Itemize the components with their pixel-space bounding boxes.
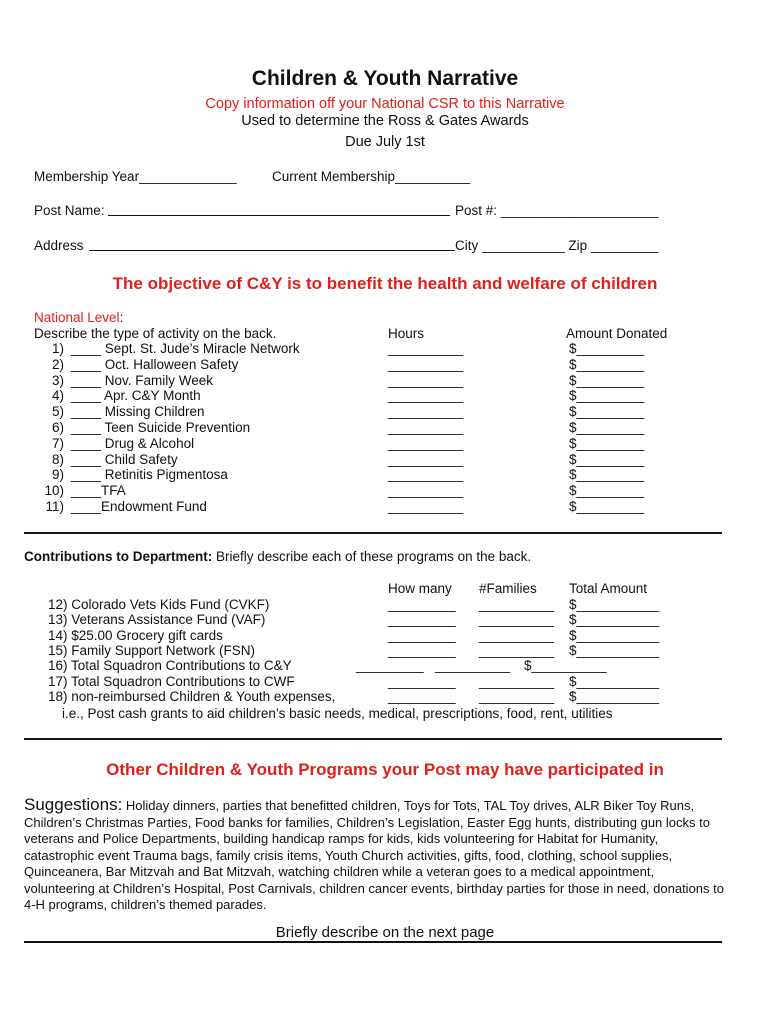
hours-field[interactable]: __________ bbox=[388, 372, 464, 388]
how-many-header: How many bbox=[388, 581, 452, 596]
item-number: 8) bbox=[51, 451, 64, 467]
item-label: ____ Sept. St. Jude’s Miracle Network bbox=[71, 341, 300, 356]
amount-field[interactable]: $_________ bbox=[569, 388, 645, 404]
hours-field[interactable]: __________ bbox=[388, 356, 464, 372]
department-label: Contributions to Department: bbox=[24, 549, 213, 564]
hours-header: Hours bbox=[388, 326, 425, 341]
amount-field[interactable]: $_________ bbox=[569, 404, 645, 420]
suggestions-paragraph bbox=[24, 797, 724, 914]
amount-field[interactable]: $_________ bbox=[569, 467, 645, 483]
item-number: 5) bbox=[51, 404, 64, 420]
section-divider bbox=[24, 738, 722, 740]
item-number: 4) bbox=[51, 388, 64, 404]
how-many-field[interactable]: _________ bbox=[388, 597, 456, 612]
post-number-field[interactable]: Post #: _____________________ bbox=[455, 203, 659, 218]
post-name-field[interactable] bbox=[108, 215, 450, 216]
amount-field[interactable]: $_________ bbox=[569, 420, 645, 435]
post-name-label: Post Name: bbox=[34, 203, 105, 218]
item-number: 9) bbox=[51, 467, 64, 483]
hours-field[interactable]: __________ bbox=[388, 451, 464, 467]
amount-field[interactable]: $_________ bbox=[569, 451, 645, 467]
item-number: 11) bbox=[45, 499, 64, 514]
expenses-note: i.e., Post cash grants to aid children’s basic needs, medical, prescriptions, food, rent, utilities bbox=[62, 706, 613, 721]
amount-field[interactable]: $_________ bbox=[569, 356, 645, 372]
amount-field[interactable]: $_________ bbox=[569, 435, 645, 451]
department-item-row[interactable] bbox=[0, 643, 770, 659]
item-number: 6) bbox=[51, 420, 64, 435]
department-heading bbox=[24, 549, 531, 564]
item-label: ____ Child Safety bbox=[71, 451, 178, 467]
how-many-field[interactable]: _________ bbox=[388, 673, 456, 689]
national-item-row[interactable] bbox=[0, 499, 770, 515]
amount-field[interactable]: $_________ bbox=[569, 483, 645, 499]
subtitle-awards: Used to determine the Ross & Gates Awards bbox=[241, 113, 529, 129]
national-item-row[interactable] bbox=[0, 388, 770, 404]
national-item-row[interactable] bbox=[0, 467, 770, 483]
address-field[interactable] bbox=[89, 250, 455, 251]
families-field[interactable]: __________ bbox=[479, 673, 555, 689]
department-desc: Briefly describe each of these programs on the back. bbox=[212, 549, 532, 564]
amount-field[interactable]: $_________ bbox=[569, 341, 645, 356]
item-number: 10) bbox=[44, 483, 64, 499]
due-date: Due July 1st bbox=[345, 134, 425, 150]
item-label: ____TFA bbox=[71, 483, 126, 499]
national-item-row[interactable] bbox=[0, 341, 770, 357]
families-field[interactable]: __________ bbox=[479, 612, 555, 628]
program-label: 14) $25.00 Grocery gift cards bbox=[48, 627, 223, 643]
item-label: ____ Missing Children bbox=[71, 404, 205, 420]
total-amount-field[interactable]: $___________ bbox=[569, 627, 660, 643]
how-many-field[interactable]: _________ bbox=[388, 627, 456, 643]
families-field[interactable]: __________ bbox=[479, 597, 555, 612]
families-field[interactable]: __________ bbox=[435, 658, 511, 674]
item-number: 2) bbox=[51, 356, 64, 372]
item-number: 1) bbox=[51, 341, 64, 356]
amount-field[interactable]: $_________ bbox=[569, 372, 645, 388]
item-number: 3) bbox=[51, 372, 64, 388]
national-level-colon: : bbox=[119, 310, 124, 325]
national-level-label bbox=[34, 310, 123, 325]
section-divider bbox=[24, 941, 722, 943]
hours-field[interactable]: __________ bbox=[388, 388, 464, 404]
program-label: 16) Total Squadron Contributions to C&Y bbox=[48, 658, 292, 674]
current-membership-field[interactable]: Current Membership__________ bbox=[272, 169, 471, 184]
department-item-row[interactable] bbox=[0, 689, 770, 705]
how-many-field[interactable]: _________ bbox=[388, 612, 456, 628]
program-label: 12) Colorado Vets Kids Fund (CVKF) bbox=[48, 597, 270, 612]
hours-field[interactable]: __________ bbox=[388, 435, 464, 451]
total-amount-field[interactable]: $___________ bbox=[569, 688, 660, 704]
total-amount-header: Total Amount bbox=[569, 581, 648, 596]
national-item-row[interactable] bbox=[0, 357, 770, 373]
department-item-row[interactable] bbox=[0, 658, 770, 674]
section-divider bbox=[24, 532, 722, 534]
total-amount-field[interactable]: $___________ bbox=[569, 673, 660, 689]
total-amount-field[interactable]: $__________ bbox=[524, 658, 607, 674]
national-item-row[interactable] bbox=[0, 420, 770, 436]
hours-field[interactable]: __________ bbox=[388, 483, 464, 499]
program-label: 18) non-reimbursed Children & Youth expenses, bbox=[48, 688, 336, 704]
membership-year-field[interactable]: Membership Year_____________ bbox=[34, 169, 237, 184]
national-level-text: National Level bbox=[34, 310, 120, 325]
national-item-row[interactable] bbox=[0, 483, 770, 499]
item-label: ____ Apr. C&Y Month bbox=[71, 388, 201, 404]
objective-heading: The objective of C&Y is to benefit the health and welfare of children bbox=[112, 274, 658, 293]
national-item-row[interactable] bbox=[0, 436, 770, 452]
national-describe: Describe the type of activity on the back. bbox=[34, 326, 277, 341]
department-item-row[interactable] bbox=[0, 612, 770, 628]
families-header: #Families bbox=[479, 581, 537, 596]
item-label: ____Endowment Fund bbox=[71, 499, 207, 514]
department-item-row[interactable] bbox=[0, 597, 770, 613]
department-item-row[interactable] bbox=[0, 628, 770, 644]
hours-field[interactable]: __________ bbox=[388, 420, 464, 435]
national-item-row[interactable] bbox=[0, 404, 770, 420]
item-label: ____ Teen Suicide Prevention bbox=[71, 420, 251, 435]
item-label: ____ Retinitis Pigmentosa bbox=[71, 467, 228, 483]
item-label: ____ Oct. Halloween Safety bbox=[71, 356, 239, 372]
page-title: Children & Youth Narrative bbox=[251, 67, 519, 90]
next-page-note: Briefly describe on the next page bbox=[275, 924, 495, 941]
total-amount-field[interactable]: $___________ bbox=[569, 597, 660, 612]
families-field[interactable]: __________ bbox=[479, 688, 555, 704]
item-number: 7) bbox=[51, 435, 64, 451]
how-many-field[interactable]: _________ bbox=[388, 642, 456, 658]
suggestions-label: Suggestions: bbox=[24, 795, 123, 814]
amount-field[interactable]: $_________ bbox=[569, 499, 645, 514]
how-many-field[interactable]: _________ bbox=[356, 658, 424, 674]
program-label: 13) Veterans Assistance Fund (VAF) bbox=[48, 612, 266, 628]
city-zip-field[interactable]: City ___________ Zip _________ bbox=[455, 238, 659, 253]
hours-field[interactable]: __________ bbox=[388, 467, 464, 483]
national-item-row[interactable] bbox=[0, 373, 770, 389]
address-label: Address bbox=[34, 238, 84, 253]
families-field[interactable]: __________ bbox=[479, 627, 555, 643]
amount-header: Amount Donated bbox=[566, 326, 668, 341]
subtitle-instruction: Copy information off your National CSR to this Narrative bbox=[205, 96, 565, 112]
hours-field[interactable]: __________ bbox=[388, 404, 464, 420]
hours-field[interactable]: __________ bbox=[388, 499, 464, 514]
other-programs-heading: Other Children & Youth Programs your Post may have participated in bbox=[106, 760, 664, 779]
hours-field[interactable]: __________ bbox=[388, 341, 464, 356]
families-field[interactable]: __________ bbox=[479, 642, 555, 658]
program-label: 17) Total Squadron Contributions to CWF bbox=[48, 673, 295, 689]
how-many-field[interactable]: _________ bbox=[388, 688, 456, 704]
item-label: ____ Nov. Family Week bbox=[71, 372, 214, 388]
total-amount-field[interactable]: $___________ bbox=[569, 642, 660, 658]
suggestions-text: Holiday dinners, parties that benefitted children, Toys for Tots, TAL Toy drives, ALR Biker Toy Runs, Children’s Christmas Parties, Food banks for families, Children’s Legislation, Easter Egg hunts, distributing gun locks to veterans and Police Departments, building handicap ramps for kids, kids volunteering for Habitat for Humanity, catastrophic event Trauma bags, family crisis items, Youth Church activities, gifts, food, clothing, school supplies, Quinceanera, Bar Mitzvah and Bat Mitzvah, watching children while a veteran goes to a medical appointment, volunteering at Children’s Hospital, Post Carnivals, children cancer events, birthday parties for those in need, donations to 4-H programs, children’s themed parades. bbox=[24, 798, 724, 912]
item-label: ____ Drug & Alcohol bbox=[71, 435, 195, 451]
total-amount-field[interactable]: $___________ bbox=[569, 612, 660, 628]
department-item-row[interactable] bbox=[0, 674, 770, 690]
national-item-row[interactable] bbox=[0, 452, 770, 468]
program-label: 15) Family Support Network (FSN) bbox=[48, 642, 256, 658]
